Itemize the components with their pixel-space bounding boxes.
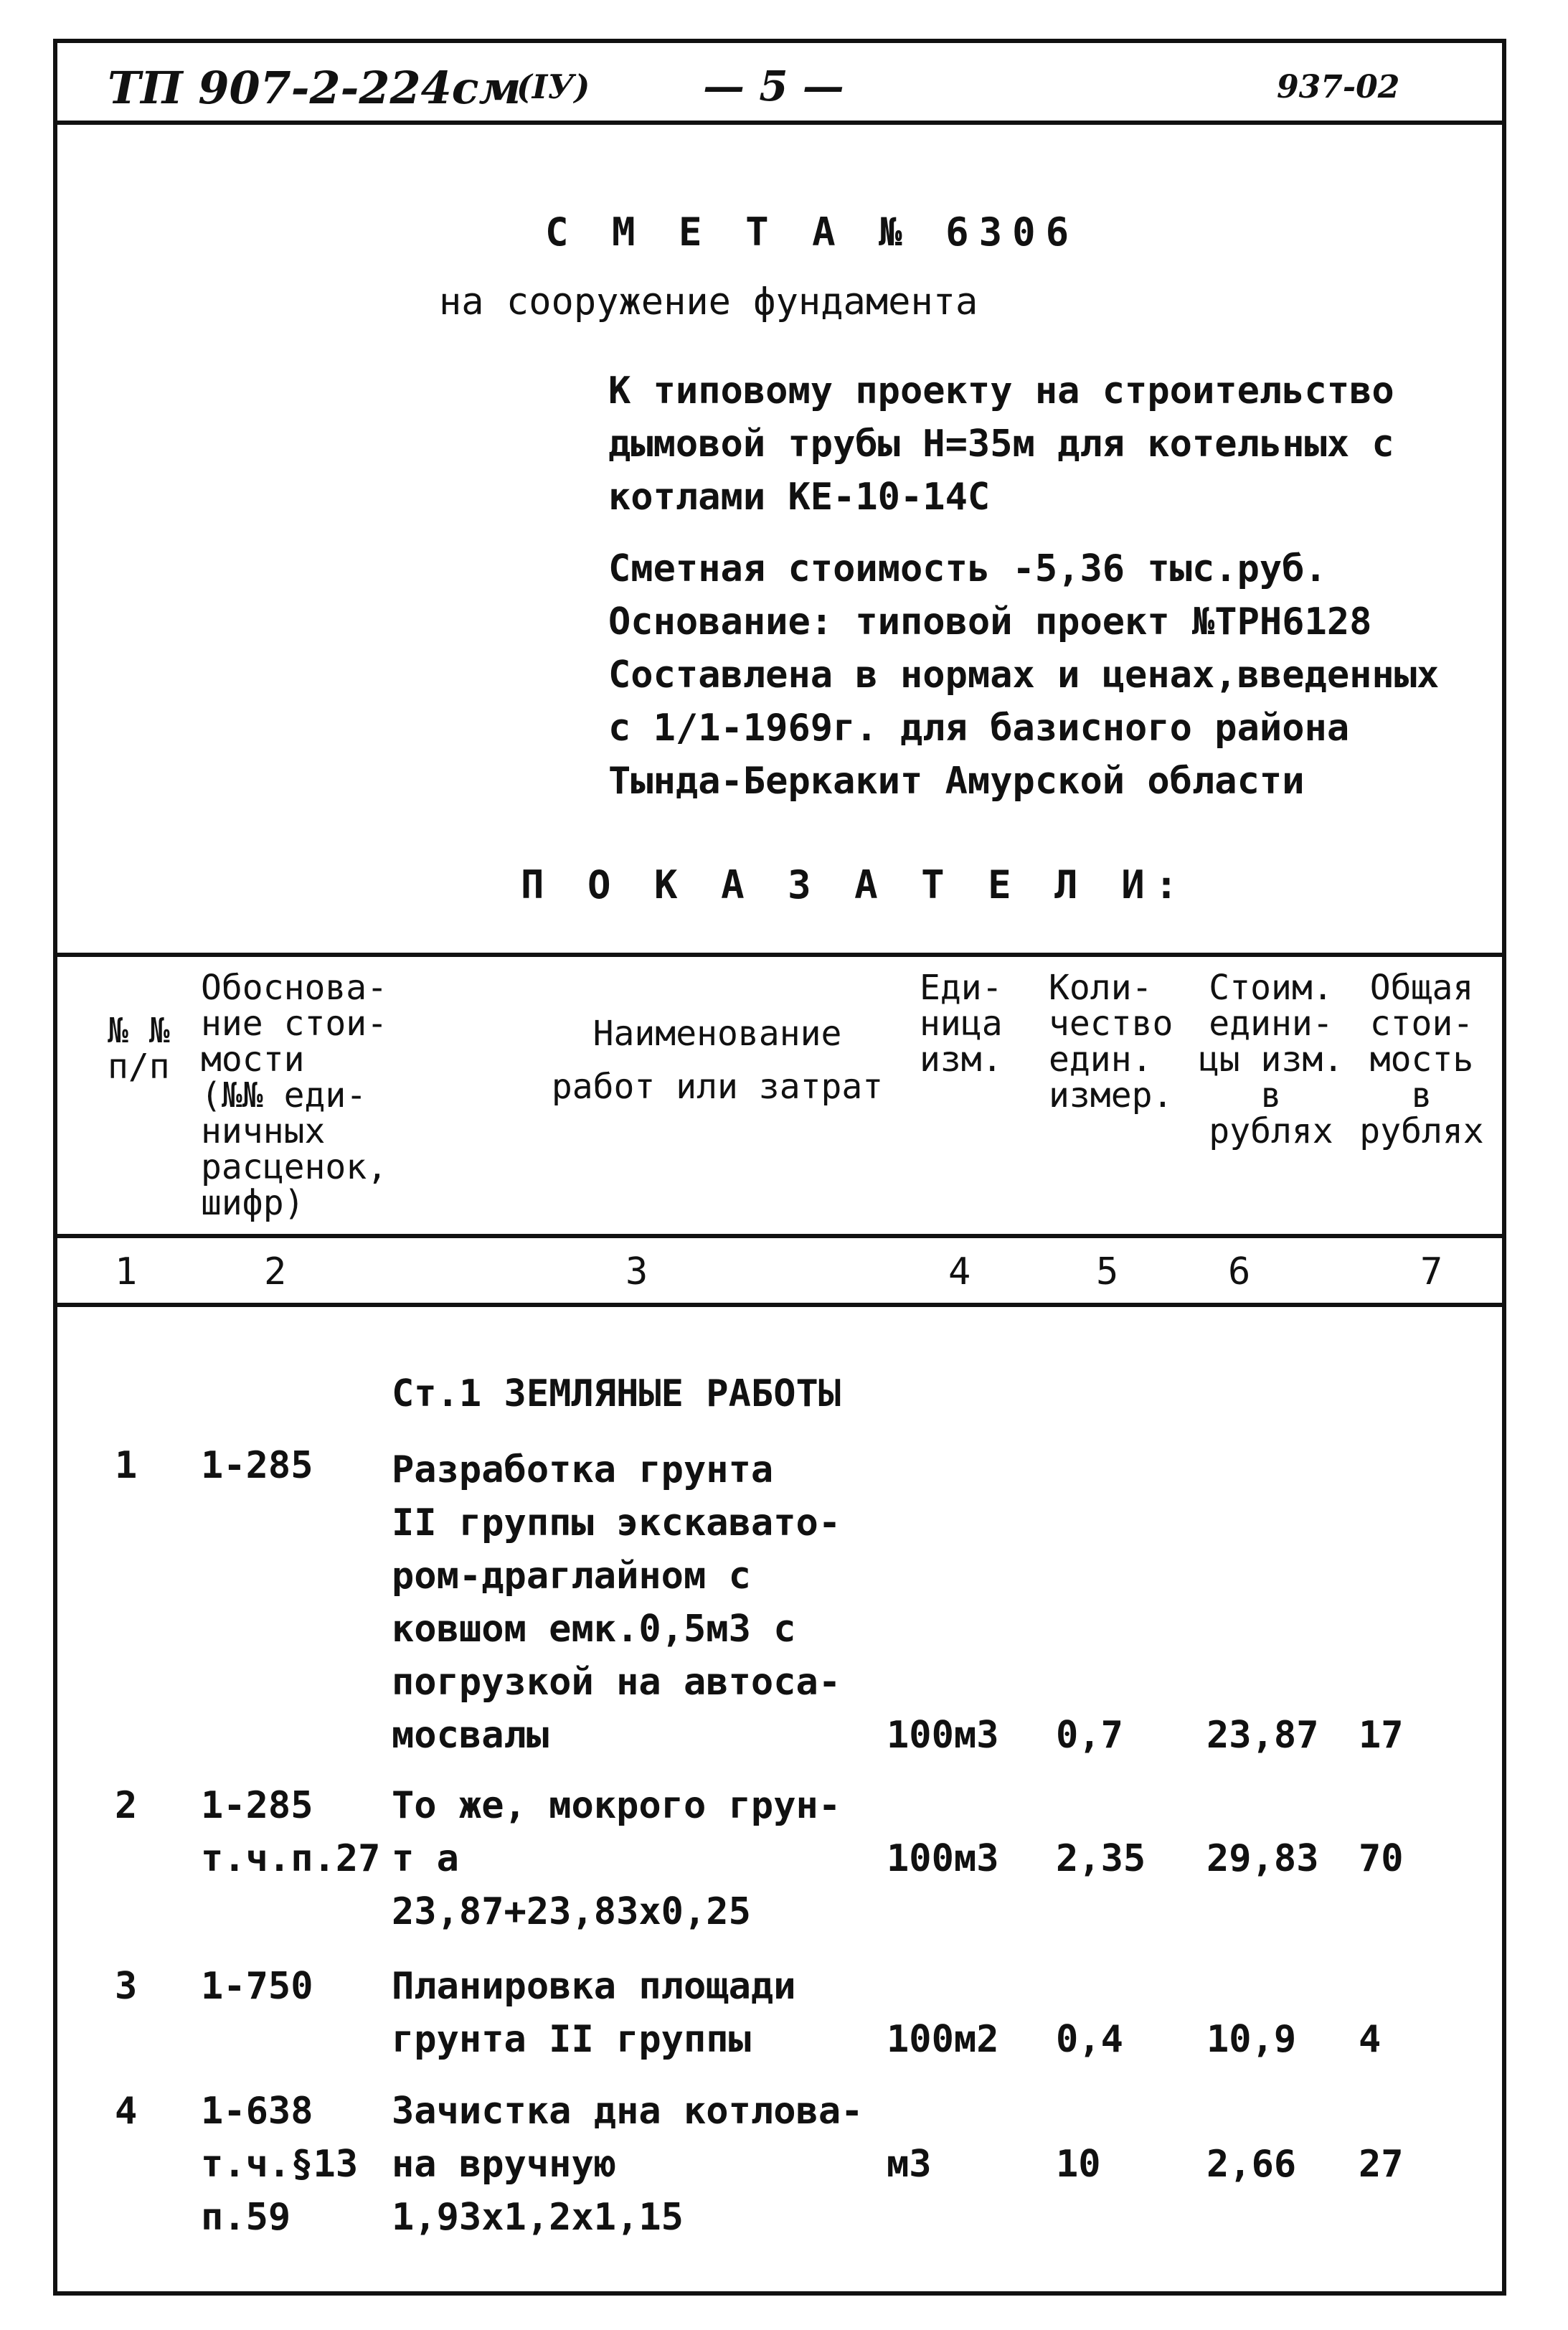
sheet-code: 937-02 [1277,69,1400,105]
row-1-unit: 100м3 [887,1714,999,1757]
info-line-3: Составлена в нормах и ценах,введенных [608,654,1440,697]
header-col-3: Наименование работ или затрат [551,1014,884,1107]
document-title: С М Е Т А № 6306 [545,209,1080,255]
table-header-divider [53,1234,1506,1238]
header-col-1: № № п/п [108,1011,170,1087]
row-1-price: 23,87 [1206,1714,1319,1757]
row-2-unit: 100м3 [887,1837,999,1880]
row-2-name: То же, мокрого грун- т а 23,87+23,83х0,25 [392,1784,841,1933]
row-2-qty: 2,35 [1056,1837,1146,1880]
column-number-6: 6 [1228,1250,1251,1293]
row-4-price: 2,66 [1206,2143,1297,2186]
row-3-code: 1-750 [201,1965,313,2008]
page-number: — 5 — [703,62,844,110]
row-1-total: 17 [1359,1714,1404,1757]
row-2-num: 2 [115,1784,138,1827]
info-line-4: с 1/1-1969г. для базисного района [608,707,1350,750]
column-number-5: 5 [1096,1250,1119,1293]
column-number-3: 3 [625,1250,648,1293]
header-col-5: Коли- чество един. измер. [1049,968,1173,1116]
indicators-heading: П О К А З А Т Е Л И: [521,862,1189,907]
column-numbers-divider [53,1303,1506,1307]
row-3-name: Планировка площади грунта II группы [392,1965,796,2061]
column-number-4: 4 [948,1250,971,1293]
row-3-unit: 100м2 [887,2018,999,2061]
row-1-name: Разработка грунта II группы экскавато- ром-драглайном с ковшом емк.0,5м3 с погрузкой на автоса- мосвалы [392,1448,841,1757]
info-line-5: Тында-Беркакит Амурской области [608,760,1305,803]
document-subtitle: на сооружение фундамента [439,280,978,324]
row-3-qty: 0,4 [1056,2018,1123,2061]
row-3-num: 3 [115,1965,138,2008]
description-line-3: котлами КЕ-10-14С [608,476,991,519]
header-divider [53,121,1506,125]
description-line-1: К типовому проекту на строительство [608,369,1394,412]
header-col-4: Еди- ница изм. [920,968,1003,1080]
column-number-2: 2 [264,1250,287,1293]
volume-label: (IУ) [516,67,590,106]
row-4-unit: м3 [887,2143,932,2186]
row-3-total: 4 [1359,2018,1382,2061]
header-col-6: Стоим. едини- цы изм. в рублях [1198,968,1344,1151]
row-2-total: 70 [1359,1837,1404,1880]
header-col-2: Обоснова- ние стои- мости (№№ еди- ничных расценок, шифр) [201,968,388,1223]
info-line-1: Сметная стоимость -5,36 тыс.руб. [608,547,1327,590]
row-1-qty: 0,7 [1056,1714,1123,1757]
column-number-1: 1 [115,1250,138,1293]
table-top-border [53,953,1506,957]
info-line-2: Основание: типовой проект №ТРН6128 [608,600,1372,643]
row-1-code: 1-285 [201,1444,313,1487]
row-3-price: 10,9 [1206,2018,1297,2061]
row-2-code: 1-285 т.ч.п.27 [201,1784,381,1880]
row-4-total: 27 [1359,2143,1404,2186]
row-4-qty: 10 [1056,2143,1101,2186]
section-title: Ст.1 ЗЕМЛЯНЫЕ РАБОТЫ [392,1372,841,1415]
project-code: ТП 907-2-224см [108,62,521,114]
row-4-name: Зачистка дна котлова- на вручную 1,93х1,2х1,15 [392,2090,864,2239]
row-1-num: 1 [115,1444,138,1487]
row-4-num: 4 [115,2090,138,2133]
description-line-2: дымовой трубы Н=35м для котельных с [608,423,1394,466]
row-4-code: 1-638 т.ч.§13 п.59 [201,2090,359,2239]
row-2-price: 29,83 [1206,1837,1319,1880]
header-col-7: Общая стои- мость в рублях [1359,968,1484,1151]
column-number-7: 7 [1420,1250,1443,1293]
